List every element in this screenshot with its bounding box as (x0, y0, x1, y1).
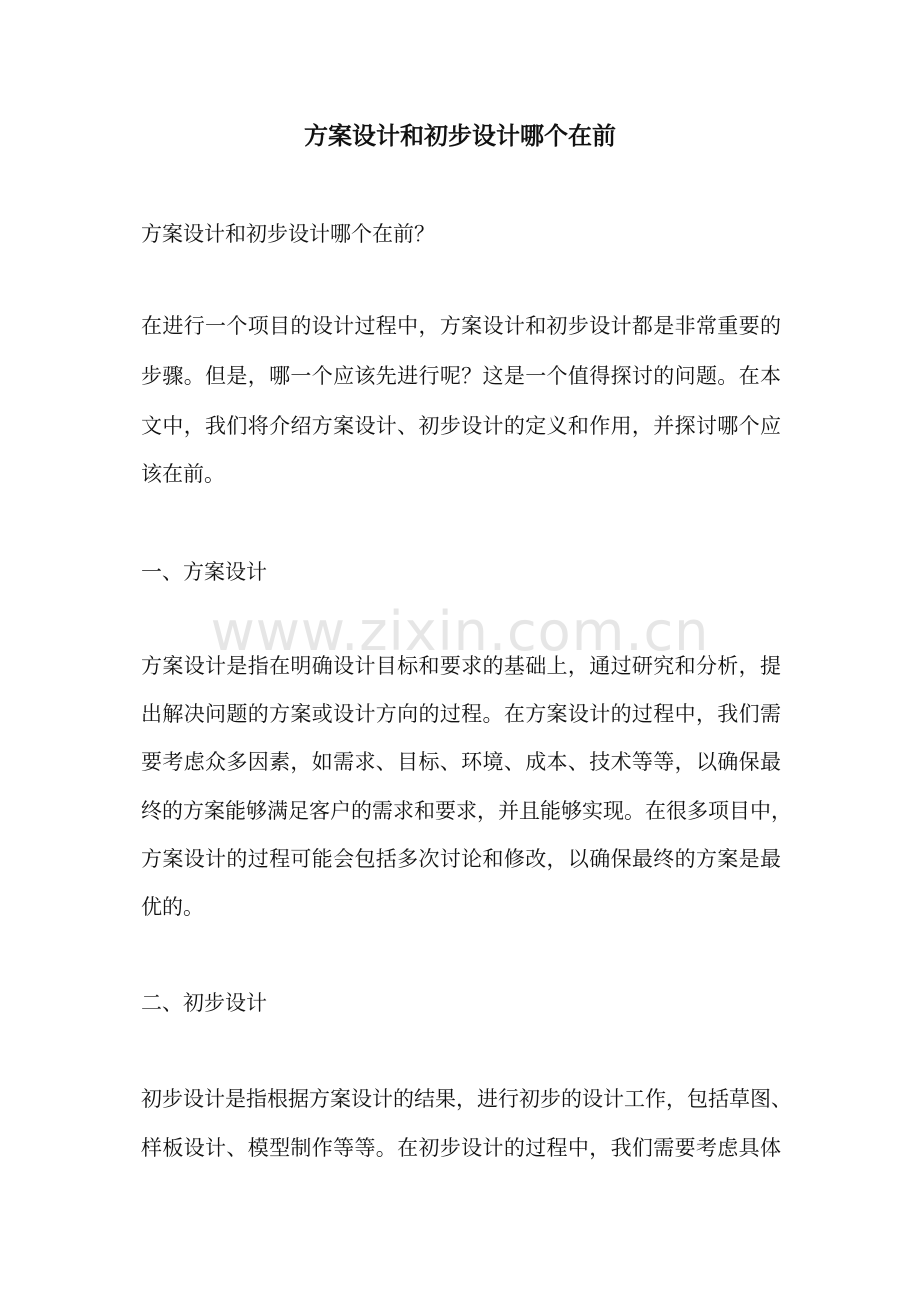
intro-line-3: 文中，我们将介绍方案设计、初步设计的定义和作用，并探讨哪个应 (141, 414, 781, 438)
section1-line-3: 要考虑众多因素，如需求、目标、环境、成本、技术等等，以确保最 (141, 750, 781, 774)
intro-line-4: 该在前。 (141, 462, 225, 486)
question-line: 方案设计和初步设计哪个在前？ (141, 222, 435, 246)
watermark: www.zixin.com.cn (210, 600, 710, 663)
section1-line-1: 方案设计是指在明确设计目标和要求的基础上，通过研究和分析，提 (141, 654, 781, 678)
section1-line-6: 优的。 (141, 895, 204, 919)
section2-line-2: 样板设计、模型制作等等。在初步设计的过程中，我们需要考虑具体 (141, 1136, 781, 1160)
section1-line-5: 方案设计的过程可能会包括多次讨论和修改，以确保最终的方案是最 (141, 847, 781, 871)
intro-line-1: 在进行一个项目的设计过程中，方案设计和初步设计都是非常重要的 (141, 314, 781, 338)
section1-line-4: 终的方案能够满足客户的需求和要求，并且能够实现。在很多项目中， (141, 799, 792, 823)
intro-line-2: 步骤。但是，哪一个应该先进行呢？这是一个值得探讨的问题。在本 (141, 364, 781, 388)
section1-line-2: 出解决问题的方案或设计方向的过程。在方案设计的过程中，我们需 (141, 702, 781, 726)
section2-heading: 二、初步设计 (141, 991, 267, 1015)
section2-line-1: 初步设计是指根据方案设计的结果，进行初步的设计工作，包括草图、 (141, 1087, 792, 1111)
section1-heading: 一、方案设计 (141, 560, 267, 584)
document-title: 方案设计和初步设计哪个在前 (304, 121, 616, 150)
